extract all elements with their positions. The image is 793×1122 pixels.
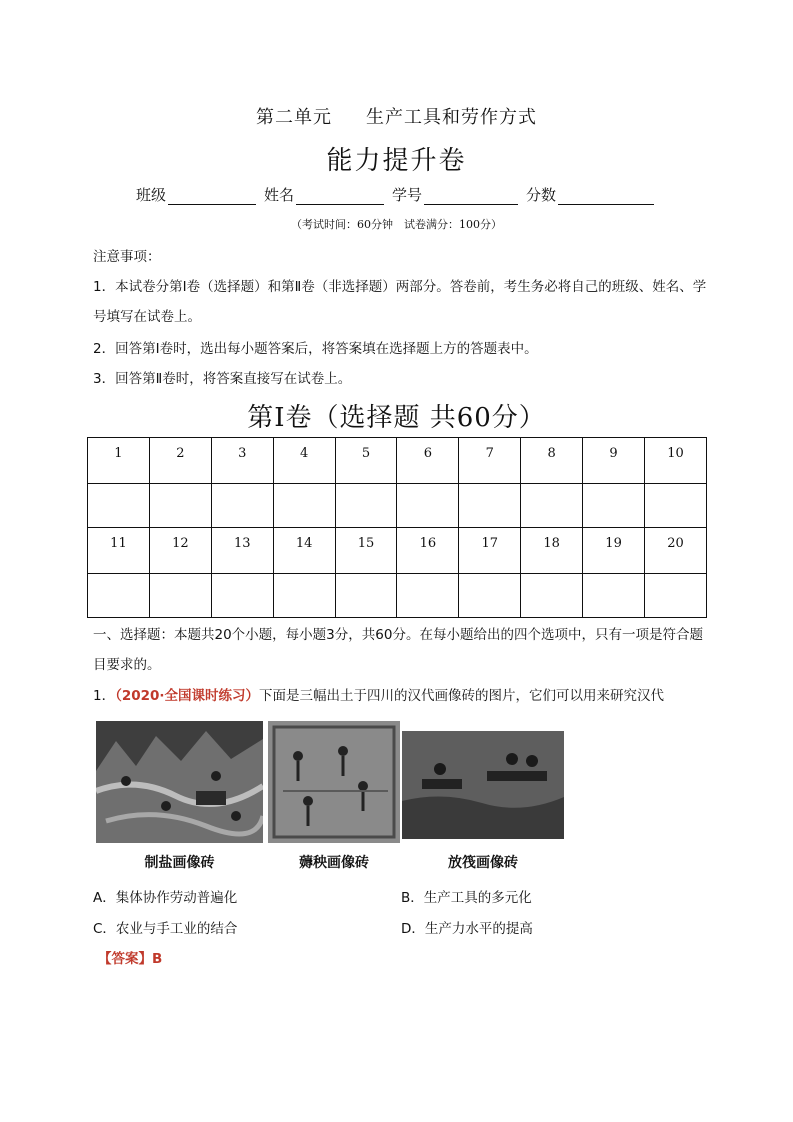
section-title: 第Ⅰ卷（选择题 共60分） bbox=[247, 403, 546, 433]
table-row bbox=[88, 574, 707, 618]
class-label: 班级 bbox=[136, 186, 167, 204]
unit-label: 第二单元 bbox=[256, 107, 332, 128]
question-number: 16 bbox=[397, 528, 459, 574]
answer-cell[interactable] bbox=[88, 574, 150, 618]
answer-cell[interactable] bbox=[211, 484, 273, 528]
rafting-brick-image bbox=[402, 731, 564, 839]
salt-making-brick-image bbox=[96, 721, 263, 843]
answer-cell[interactable] bbox=[335, 484, 397, 528]
student-id-blank[interactable] bbox=[424, 188, 518, 205]
question-number: 3 bbox=[211, 438, 273, 484]
option-c[interactable]: C．农业与手工业的结合 bbox=[93, 921, 238, 937]
note-item-2: 2．回答第Ⅰ卷时，选出每小题答案后，将答案填在选择题上方的答题表中。 bbox=[93, 341, 538, 357]
unit-topic: 生产工具和劳作方式 bbox=[366, 107, 537, 128]
question-number: 2 bbox=[149, 438, 211, 484]
rice-transplanting-brick-image bbox=[268, 721, 400, 843]
answer-cell[interactable] bbox=[645, 484, 707, 528]
question-number: 5 bbox=[335, 438, 397, 484]
question-source: （2020·全国课时练习） bbox=[115, 688, 260, 704]
unit-title bbox=[0, 103, 793, 129]
page-title: 能力提升卷 bbox=[326, 146, 467, 176]
note-item-1: 1．本试卷分第Ⅰ卷（选择题）和第Ⅱ卷（非选择题）两部分。答卷前，考生务必将自己的班级、姓名、学号填写在试卷上。 bbox=[93, 279, 707, 325]
question-number: 19 bbox=[583, 528, 645, 574]
section-instructions: 一、选择题：本题共20个小题，每小题3分，共60分。在每小题给出的四个选项中，只有一项是符合题目要求的。 bbox=[93, 627, 703, 673]
image-caption: 放筏画像砖 bbox=[448, 855, 518, 871]
question-number: 17 bbox=[459, 528, 521, 574]
answer-cell[interactable] bbox=[273, 574, 335, 618]
question-1-stem bbox=[93, 684, 664, 704]
answer-cell[interactable] bbox=[459, 574, 521, 618]
answer-cell[interactable] bbox=[149, 574, 211, 618]
question-number: 6 bbox=[397, 438, 459, 484]
answer-cell[interactable] bbox=[459, 484, 521, 528]
answer-key: 【答案】B bbox=[98, 951, 163, 967]
question-number: 10 bbox=[645, 438, 707, 484]
option-b[interactable]: B．生产工具的多元化 bbox=[401, 890, 532, 906]
answer-cell[interactable] bbox=[397, 574, 459, 618]
answer-cell[interactable] bbox=[645, 574, 707, 618]
name-field[interactable] bbox=[264, 184, 384, 205]
question-number: 7 bbox=[459, 438, 521, 484]
question-number: 18 bbox=[521, 528, 583, 574]
answer-cell[interactable] bbox=[211, 574, 273, 618]
answer-cell[interactable] bbox=[335, 574, 397, 618]
question-number: 8 bbox=[521, 438, 583, 484]
notes-heading: 注意事项： bbox=[93, 249, 161, 265]
table-row bbox=[88, 484, 707, 528]
question-number: 1 bbox=[88, 438, 150, 484]
question-number: 13 bbox=[211, 528, 273, 574]
question-number: 14 bbox=[273, 528, 335, 574]
answer-cell[interactable] bbox=[88, 484, 150, 528]
image-caption: 薅秧画像砖 bbox=[299, 855, 369, 871]
option-a[interactable]: A．集体协作劳动普遍化 bbox=[93, 890, 238, 906]
exam-info: （考试时间：60分钟 试卷满分：100分） bbox=[291, 218, 502, 231]
question-number: 12 bbox=[149, 528, 211, 574]
name-label: 姓名 bbox=[264, 186, 295, 204]
question-number: 20 bbox=[645, 528, 707, 574]
answer-cell[interactable] bbox=[149, 484, 211, 528]
score-label: 分数 bbox=[526, 186, 557, 204]
question-number: 1． bbox=[93, 688, 116, 704]
answer-table bbox=[87, 437, 707, 618]
answer-cell[interactable] bbox=[521, 484, 583, 528]
answer-cell[interactable] bbox=[521, 574, 583, 618]
student-id-label: 学号 bbox=[392, 186, 423, 204]
question-number: 11 bbox=[88, 528, 150, 574]
answer-cell[interactable] bbox=[397, 484, 459, 528]
class-blank[interactable] bbox=[168, 188, 256, 205]
question-text: 下面是三幅出土于四川的汉代画像砖的图片，它们可以用来研究汉代 bbox=[259, 688, 665, 704]
score-blank[interactable] bbox=[558, 188, 654, 205]
name-blank[interactable] bbox=[296, 188, 384, 205]
class-field[interactable] bbox=[136, 184, 256, 205]
table-row bbox=[88, 438, 707, 484]
note-item-3: 3．回答第Ⅱ卷时，将答案直接写在试卷上。 bbox=[93, 371, 352, 387]
answer-cell[interactable] bbox=[583, 484, 645, 528]
question-number: 9 bbox=[583, 438, 645, 484]
option-d[interactable]: D．生产力水平的提高 bbox=[401, 921, 533, 937]
score-field[interactable] bbox=[526, 184, 654, 205]
question-number: 4 bbox=[273, 438, 335, 484]
student-id-field[interactable] bbox=[392, 184, 518, 205]
table-row bbox=[88, 528, 707, 574]
answer-cell[interactable] bbox=[273, 484, 335, 528]
answer-cell[interactable] bbox=[583, 574, 645, 618]
image-caption: 制盐画像砖 bbox=[144, 855, 215, 871]
question-number: 15 bbox=[335, 528, 397, 574]
student-info-fields bbox=[136, 184, 662, 205]
